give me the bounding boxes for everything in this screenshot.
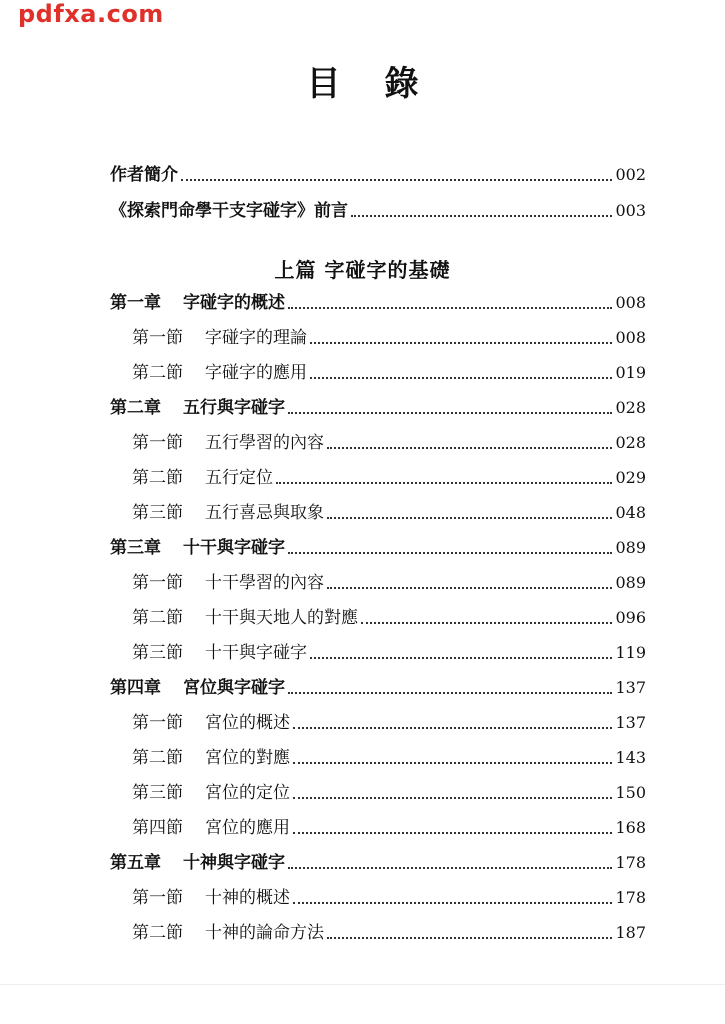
toc-entry-label: [132, 327, 307, 349]
toc-entry-label: [110, 677, 285, 699]
toc-section-entry[interactable]: [132, 918, 646, 944]
toc-chapter-entry[interactable]: [110, 393, 646, 419]
toc-entry-title: 宮位的應用: [205, 818, 290, 838]
toc-entry-page: 143: [615, 748, 646, 767]
toc-entry-number: 第三節: [132, 643, 183, 663]
toc-entry-title: 五行學習的內容: [205, 433, 324, 453]
toc-entry-title: 字碰字的理論: [205, 328, 307, 348]
toc-section-entry[interactable]: [132, 778, 646, 804]
toc-entry-number: 第二節: [132, 748, 183, 768]
toc-section-entry[interactable]: [132, 708, 646, 734]
toc-entry-title: 宮位的對應: [205, 748, 290, 768]
toc-entry-number: 第三節: [132, 503, 183, 523]
toc-entry-page: 008: [615, 293, 646, 312]
toc-entry-page: 029: [615, 468, 646, 487]
page-title: 目錄: [306, 64, 463, 104]
toc-entry-title: 字碰字的概述: [183, 293, 285, 313]
toc-entry-number: 第一節: [132, 573, 183, 593]
toc-entry-page: 178: [615, 853, 646, 872]
toc-entry-page: 187: [615, 923, 646, 942]
leader-dots: [293, 762, 612, 764]
toc-entry-page: 028: [615, 433, 646, 452]
toc-entry-title: 五行喜忌與取象: [205, 503, 324, 523]
toc-entry-page: 137: [615, 713, 646, 732]
toc-entry-page: 089: [615, 538, 646, 557]
leader-dots: [276, 482, 612, 484]
toc-entry-label: [132, 642, 307, 664]
toc-entry-number: 第四章: [110, 678, 161, 698]
toc-section-entry[interactable]: [132, 428, 646, 454]
toc-entry-number: 第一節: [132, 328, 183, 348]
toc-entry-label: [132, 432, 324, 454]
page-bottom-divider: [0, 984, 725, 985]
toc-entry-label: [132, 607, 358, 629]
toc-entry-number: 第二節: [132, 608, 183, 628]
leader-dots: [310, 342, 612, 344]
toc-section-entry[interactable]: [132, 463, 646, 489]
toc-entry-page: 089: [615, 573, 646, 592]
part-heading: 上篇 字碰字的基礎: [274, 258, 451, 282]
toc-section-entry[interactable]: [132, 568, 646, 594]
toc-chapter-entry[interactable]: [110, 288, 646, 314]
toc-entry-title: 宮位的定位: [205, 783, 290, 803]
toc-entry-page: 119: [615, 643, 646, 662]
toc-entry-title: 五行與字碰字: [183, 398, 285, 418]
leader-dots: [288, 867, 612, 869]
toc-entry-title: 十干與天地人的對應: [205, 608, 358, 628]
toc-entry-title: 作者簡介: [110, 165, 178, 185]
toc-entry-label: [132, 817, 290, 839]
toc-entry-label: [132, 887, 290, 909]
leader-dots: [288, 412, 612, 414]
toc-entry-label: [132, 747, 290, 769]
toc-section-entry[interactable]: [132, 603, 646, 629]
toc-entry-page: 150: [615, 783, 646, 802]
leader-dots: [288, 552, 612, 554]
leader-dots: [327, 447, 612, 449]
toc-entry-label: [132, 712, 290, 734]
toc-entry-number: 第一節: [132, 433, 183, 453]
toc-entry-label: [110, 397, 285, 419]
toc-section-entry[interactable]: [132, 323, 646, 349]
toc-entry-number: 第一章: [110, 293, 161, 313]
leader-dots: [310, 377, 612, 379]
toc-entry-page: 168: [615, 818, 646, 837]
toc-entry-title: 十神的概述: [205, 888, 290, 908]
leader-dots: [327, 517, 612, 519]
toc-entry-page: 137: [615, 678, 646, 697]
toc-entry-page: 003: [615, 201, 646, 220]
toc-section-entry[interactable]: [132, 358, 646, 384]
leader-dots: [310, 657, 612, 659]
toc-entry-label: [132, 467, 273, 489]
toc-entry-label: [132, 362, 307, 384]
toc-entry-label: [110, 292, 285, 314]
toc-entry-page: 048: [615, 503, 646, 522]
toc-chapter-entry[interactable]: [110, 673, 646, 699]
toc-section-entry[interactable]: [132, 813, 646, 839]
toc-entry-number: 第三章: [110, 538, 161, 558]
toc-section-entry[interactable]: [132, 498, 646, 524]
toc-entry-title: 十干與字碰字: [183, 538, 285, 558]
watermark-logo: pdfxa.com: [18, 0, 164, 28]
toc-section-entry[interactable]: [132, 638, 646, 664]
toc-entry-page: 019: [615, 363, 646, 382]
toc-entry-label: [110, 852, 285, 874]
toc-entry-number: 第二節: [132, 923, 183, 943]
toc-entry-page: 008: [615, 328, 646, 347]
toc-section-entry[interactable]: [132, 743, 646, 769]
leader-dots: [293, 902, 612, 904]
toc-entry-number: 第二節: [132, 363, 183, 383]
toc-entry-title: 《探索門命學干支字碰字》前言: [110, 201, 348, 221]
toc-entry-title: 十干學習的內容: [205, 573, 324, 593]
toc-entry-title: 十干與字碰字: [205, 643, 307, 663]
toc-entry-number: 第一節: [132, 888, 183, 908]
toc-entry-title: 宮位與字碰字: [183, 678, 285, 698]
toc-chapter-entry[interactable]: [110, 848, 646, 874]
toc-entry-number: 第五章: [110, 853, 161, 873]
toc-chapter-entry[interactable]: [110, 533, 646, 559]
toc-entry-number: 第二節: [132, 468, 183, 488]
toc-entry-label: [132, 572, 324, 594]
leader-dots: [293, 832, 612, 834]
toc-section-entry[interactable]: [132, 883, 646, 909]
toc-entry[interactable]: [110, 196, 646, 222]
toc-entry-title: 字碰字的應用: [205, 363, 307, 383]
toc-entry-title: 五行定位: [205, 468, 273, 488]
toc-entry-title: 十神的論命方法: [205, 923, 324, 943]
toc-entry-number: 第二章: [110, 398, 161, 418]
leader-dots: [181, 179, 612, 181]
leader-dots: [351, 215, 612, 217]
toc-entry-number: 第四節: [132, 818, 183, 838]
toc-entry-number: 第一節: [132, 713, 183, 733]
leader-dots: [288, 307, 612, 309]
leader-dots: [327, 587, 612, 589]
toc-entry-label: [132, 502, 324, 524]
toc-entry-label: [132, 782, 290, 804]
leader-dots: [288, 692, 612, 694]
toc-entry-title: 十神與字碰字: [183, 853, 285, 873]
toc-entry-page: 002: [615, 165, 646, 184]
leader-dots: [293, 797, 612, 799]
leader-dots: [293, 727, 612, 729]
toc-entry[interactable]: [110, 160, 646, 186]
leader-dots: [361, 622, 612, 624]
toc-entry-page: 096: [615, 608, 646, 627]
toc-entry-label: [110, 537, 285, 559]
toc-entry-page: 178: [615, 888, 646, 907]
leader-dots: [327, 937, 612, 939]
toc-entry-page: 028: [615, 398, 646, 417]
toc-entry-label: [132, 922, 324, 944]
toc-entry-number: 第三節: [132, 783, 183, 803]
toc-entry-title: 宮位的概述: [205, 713, 290, 733]
